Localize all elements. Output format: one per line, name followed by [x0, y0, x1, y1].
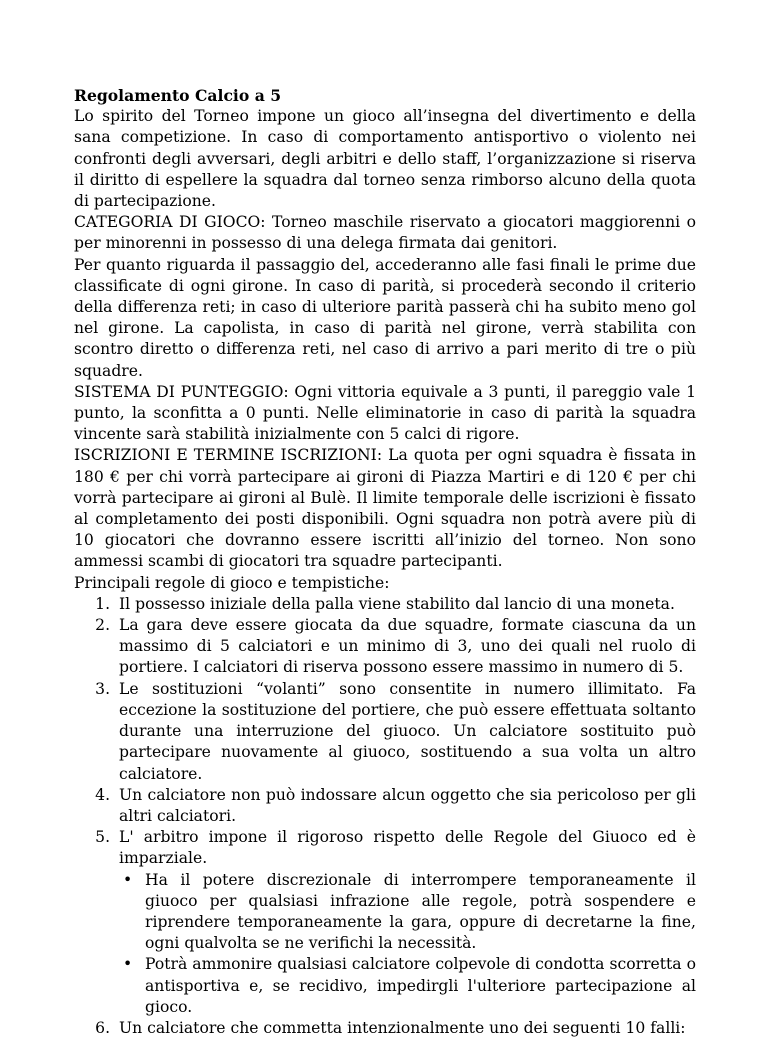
bullet-item: • Ha il potere discrezionale di interrompere temporaneamente il giuoco per qualsiasi infrazione alle regole, potrà sospendere e riprendere temporaneamente la gara, oppure di decretarne la fine, ogni qualvolta se ne verifichi la necessità. — [143, 870, 696, 955]
scoring-paragraph: SISTEMA DI PUNTEGGIO: Ogni vittoria equivale a 3 punti, il pareggio vale 1 punto, la sconfitta a 0 punti. Nelle eliminatorie in caso di parità la squadra vincente sarà stabilità inizialmente con 5 calci di rigore. — [74, 382, 696, 444]
rules-heading: Principali regole di gioco e tempistiche: — [74, 573, 390, 592]
rule-text: Un calciatore non può indossare alcun oggetto che sia pericoloso per gli altri calciatori. — [119, 785, 696, 825]
registration-paragraph: ISCRIZIONI E TERMINE ISCRIZIONI: La quota per ogni squadra è fissata in 180 € per chi vorrà partecipare ai gironi di Piazza Martiri e di 120 € per chi vorrà partecipare ai gironi al Bulè. Il limite temporale delle iscrizioni è fissato al completamento dei posti disponibili. Ogni squadra non potrà avere più di 10 giocatori che dovranno essere iscritti all’inizio del torneo. Non sono ammessi scambi di giocatori tra squadre partecipanti. — [74, 446, 696, 571]
rule-text: L' arbitro impone il rigoroso rispetto delle Regole del Giuoco ed è imparziale. — [119, 828, 696, 868]
rule-item — [115, 679, 696, 785]
rule-text: La gara deve essere giocata da due squadre, formate ciascuna da un massimo di 5 calciatori e un minimo di 3, uno dei quali nel ruolo di portiere. I calciatori di riserva possono essere massimo in numero di 5. — [119, 616, 696, 677]
rule-text: Le sostituzioni “volanti” sono consentite in numero illimitato. Fa eccezione la sostituzione del portiere, che può essere effettuata soltanto durante una interruzione del giuoco. Un calciatore sostituito può partecipare nuovamente al giuoco, sostituendo a sua volta un altro calciatore. — [119, 679, 696, 783]
qualification-paragraph: Per quanto riguarda il passaggio del, accederanno alle fasi finali le prime due classificate di ogni girone. In caso di parità, si procederà secondo il criterio della differenza reti; in caso di ulteriore parità passerà chi ha subito meno gol nel girone. La capolista, in caso di parità nel girone, verrà stabilita con scontro diretto o differenza reti, nel caso di arrivo a pari merito di tre o più squadre. — [74, 255, 696, 380]
rule-item — [115, 827, 696, 1018]
rule-text: Un calciatore che commetta intenzionalmente uno dei seguenti 10 falli: — [119, 1018, 686, 1037]
bullet-item: • Potrà ammonire qualsiasi calciatore colpevole di condotta scorretta o antisportiva e, se recidivo, impedirgli l'ulteriore partecipazione al gioco. — [143, 954, 696, 1018]
category-paragraph: CATEGORIA DI GIOCO: Torneo maschile riservato a giocatori maggiorenni o per minorenni in possesso di una delega firmata dai genitori. — [74, 213, 696, 253]
referee-bullet-list — [119, 870, 696, 1018]
rule-item — [115, 785, 696, 827]
rule-text: Il possesso iniziale della palla viene stabilito dal lancio di una moneta. — [119, 594, 675, 613]
document-title: Regolamento Calcio a 5 — [74, 86, 282, 105]
rule-item — [115, 615, 696, 679]
intro-paragraph: Lo spirito del Torneo impone un gioco all’insegna del divertimento e della sana competizione. In caso di comportamento antisportivo o violento nei confronti degli avversari, degli arbitri e dello staff, l’organizzazione si riserva il diritto di espellere la squadra dal torneo senza rimborso alcuno della quota di partecipazione. — [74, 107, 696, 211]
rules-list — [74, 594, 696, 1039]
rule-item — [115, 1018, 696, 1039]
rule-item — [115, 594, 696, 615]
